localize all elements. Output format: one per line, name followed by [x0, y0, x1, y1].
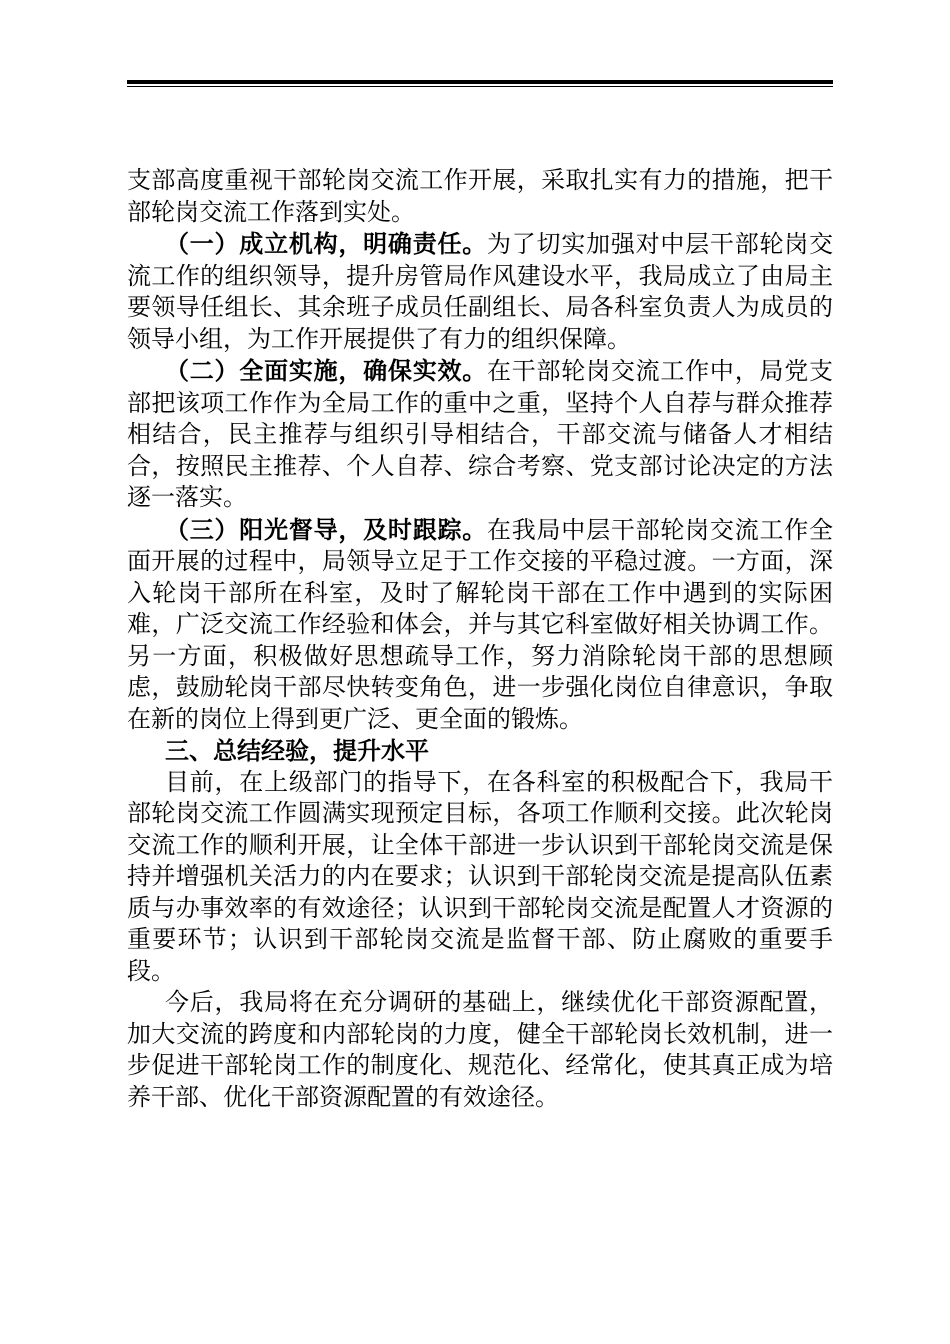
section-3-paragraph-2: 今后，我局将在充分调研的基础上，继续优化干部资源配置，加大交流的跨度和内部轮岗的力度，健全干部轮岗长效机制，进一步促进干部轮岗工作的制度化、规范化、经常化，使其真正成为培养干部、优化干部资源配置的有效途径。: [127, 988, 833, 1111]
item-1-lead: （一）成立机构，明确责任。: [165, 229, 487, 258]
paragraph-text: 支部高度重视干部轮岗交流工作开展，采取扎实有力的措施，把干部轮岗交流工作落到实处。: [127, 166, 833, 226]
document-body: [127, 165, 833, 1113]
item-3-text: 在我局中层干部轮岗交流工作全面开展的过程中，局领导立足于工作交接的平稳过渡。一方面，深入轮岗干部所在科室，及时了解轮岗干部在工作中遇到的实际困难，广泛交流工作经验和体会，并与其它科室做好相关协调工作。另一方面，积极做好思想疏导工作，努力消除轮岗干部的思想顾虑，鼓励轮岗干部尽快转变角色，进一步强化岗位自律意识，争取在新的岗位上得到更广泛、更全面的锻炼。: [127, 515, 833, 733]
section-3-paragraph-1: 目前，在上级部门的指导下，在各科室的积极配合下，我局干部轮岗交流工作圆满实现预定目标，各项工作顺利交接。此次轮岗交流工作的顺利开展，让全体干部进一步认识到干部轮岗交流是保持并增强机关活力的内在要求；认识到干部轮岗交流是提高队伍素质与办事效率的有效途径；认识到干部轮岗交流是配置人才资源的重要环节；认识到干部轮岗交流是监督干部、防止腐败的重要手段。: [127, 767, 833, 985]
paragraph-item-2: [127, 355, 833, 514]
paragraph-intro: [127, 165, 833, 228]
item-2-text: 在干部轮岗交流工作中，局党支部把该项工作作为全局工作的重中之重，坚持个人自荐与群众推荐相结合，民主推荐与组织引导相结合，干部交流与储备人才相结合，按照民主推荐、个人自荐、综合考察、党支部讨论决定的方法逐一落实。: [127, 357, 833, 511]
section-3-heading: 三、总结经验，提升水平: [165, 736, 429, 765]
item-2-lead: （二）全面实施，确保实效。: [165, 356, 487, 385]
header-rule-thick: [127, 80, 833, 84]
header-rule-thin: [127, 86, 833, 87]
item-3-lead: （三）阳光督导，及时跟踪。: [165, 514, 487, 544]
item-1-text: 为了切实加强对中层干部轮岗交流工作的组织领导，提升房管局作风建设水平，我局成立了由局主要领导任组长、其余班子成员任副组长、局各科室负责人为成员的领导小组，为工作开展提供了有力的组织保障。: [127, 230, 833, 353]
paragraph-item-3: [127, 514, 833, 736]
paragraph-item-1: [127, 228, 833, 355]
header-rule: [127, 80, 833, 87]
